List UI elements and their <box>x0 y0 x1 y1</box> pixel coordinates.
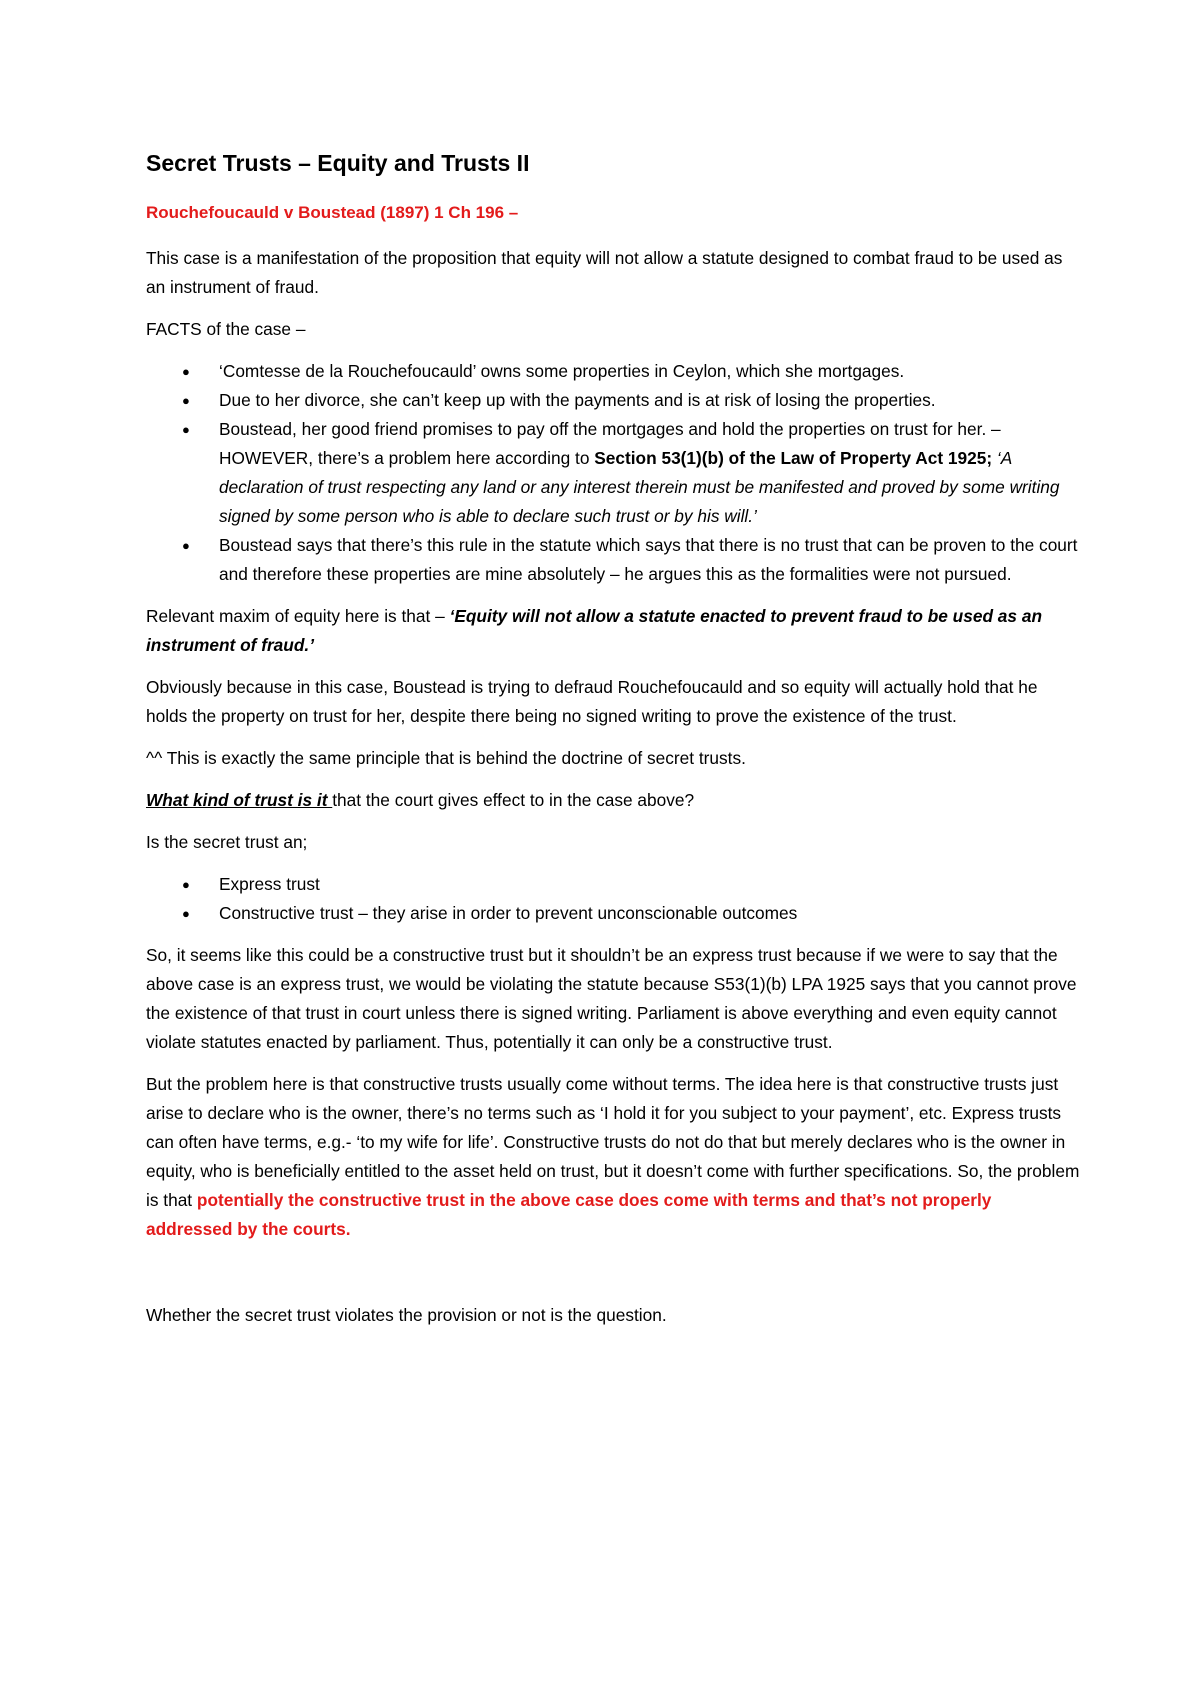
list-item <box>146 531 1080 589</box>
principle-paragraph: ^^ This is exactly the same principle that is behind the doctrine of secret trusts. <box>146 748 746 768</box>
whether-paragraph: Whether the secret trust violates the provision or not is the question. <box>146 1305 667 1325</box>
statute-reference: Section 53(1)(b) of the Law of Property Act 1925; <box>594 448 993 468</box>
bullet-icon: ● <box>182 422 190 437</box>
fact-text: Due to her divorce, she can’t keep up with the payments and is at risk of losing the properties. <box>219 390 936 410</box>
fact-text: ‘Comtesse de la Rouchefoucauld’ owns some properties in Ceylon, which she mortgages. <box>219 361 905 381</box>
bullet-icon: ● <box>182 906 190 921</box>
list-item <box>146 415 1080 531</box>
trust-type-text: Constructive trust – they arise in order to prevent unconscionable outcomes <box>219 903 798 923</box>
bullet-icon: ● <box>182 877 190 892</box>
facts-list <box>146 357 1080 589</box>
list-item <box>146 899 1080 928</box>
so-paragraph: So, it seems like this could be a constructive trust but it shouldn’t be an express trust because if we were to say that the above case is an express trust, we would be violating the statute because S53(1)(b) LPA 1925 says that you cannot prove the existence of that trust in court unless there is signed writing. Parliament is above everything and even equity cannot violate statutes enacted by parliament. Thus, potentially it can only be a constructive trust. <box>146 945 1077 1052</box>
obviously-paragraph: Obviously because in this case, Boustead is trying to defraud Rouchefoucauld and so equity will actually hold that he holds the property on trust for her, despite there being no signed writing to prove the existence of the trust. <box>146 677 1038 726</box>
intro-paragraph: This case is a manifestation of the proposition that equity will not allow a statute designed to combat fraud to be used as an instrument of fraud. <box>146 248 1063 297</box>
question-paragraph <box>146 786 1080 815</box>
maxim-intro: Relevant maxim of equity here is that – <box>146 606 450 626</box>
spacer <box>146 1257 1080 1301</box>
fact-text: Boustead, her good friend promises to pay off the mortgages and hold the properties on trust for her. – HOWEVER, there’s a problem here according to <box>219 419 1001 468</box>
list-item <box>146 870 1080 899</box>
trust-types-list <box>146 870 1080 928</box>
maxim-paragraph <box>146 602 1080 660</box>
bullet-icon: ● <box>182 364 190 379</box>
but-paragraph <box>146 1070 1080 1244</box>
problem-highlight: potentially the constructive trust in the above case does come with terms and that’s not properly addressed by the courts. <box>146 1190 992 1239</box>
bullet-icon: ● <box>182 538 190 553</box>
list-item <box>146 386 1080 415</box>
but-text: But the problem here is that constructive trusts usually come without terms. The idea here is that constructive trusts just arise to declare who is the owner, there’s no terms such as ‘I hold it for you subject to your payment’, etc. Express trusts can often have terms, e.g.- ‘to my wife for life’. Constructive trusts do not do that but merely declares who is the owner in equity, who is beneficially entitled to the asset held on trust, but it doesn’t come with further specifications. So, the problem is that <box>146 1074 1080 1210</box>
list-item <box>146 357 1080 386</box>
fact-text: Boustead says that there’s this rule in the statute which says that there is no trust that can be proven to the court and therefore these properties are mine absolutely – he argues this as the formalities were not pursued. <box>219 535 1078 584</box>
question-rest: that the court gives effect to in the case above? <box>332 790 695 810</box>
facts-label: FACTS of the case – <box>146 319 306 339</box>
trust-type-text: Express trust <box>219 874 320 894</box>
statute-quote: ‘A declaration of trust respecting any land or any interest therein must be manifested and proved by some writing signed by some person who is able to declare such trust or by his will.’ <box>219 448 1060 526</box>
is-secret-paragraph: Is the secret trust an; <box>146 832 308 852</box>
question-emphasis: What kind of trust is it <box>146 790 333 810</box>
case-heading: Rouchefoucauld v Boustead (1897) 1 Ch 196 – <box>146 203 519 222</box>
bullet-icon: ● <box>182 393 190 408</box>
maxim-quote: ‘Equity will not allow a statute enacted to prevent fraud to be used as an instrument of fraud.’ <box>146 606 1042 655</box>
document-title: Secret Trusts – Equity and Trusts II <box>146 150 530 176</box>
